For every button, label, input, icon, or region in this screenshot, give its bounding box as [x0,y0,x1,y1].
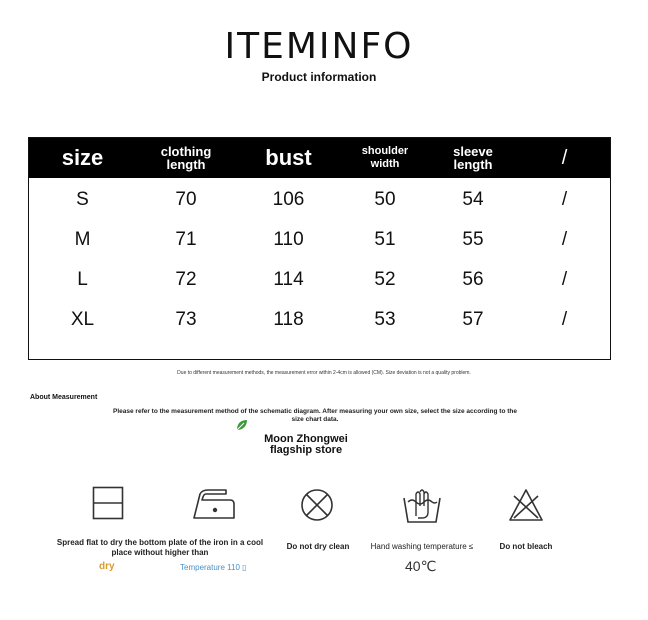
table-cell: 73 [175,309,197,330]
column-header-shoulder-width [341,145,429,171]
table-cell: 114 [273,269,304,290]
column-header-bust: bust [265,145,312,170]
column-header-line: width [370,158,400,170]
no-bleach-icon [508,488,544,522]
table-cell: 54 [462,189,484,210]
table-cell: S [76,189,89,210]
hand-wash-icon [402,488,442,524]
store-name-line: Moon Zhongwei [264,433,348,445]
table-cell: 53 [374,309,396,330]
table-cell: 50 [374,189,396,210]
store-name-line: flagship store [269,444,343,456]
table-cell: 56 [462,269,484,290]
care-label-no-bleach: Do not bleach [499,542,553,551]
page-subtitle: Product information [261,70,377,84]
table-cell: 55 [462,229,484,250]
table-row [29,180,610,220]
table-cell: L [77,269,88,290]
table-cell: / [561,309,568,330]
care-label-no-dry-clean: Do not dry clean [286,542,350,551]
iron-temperature-label: Temperature 110 ▯ [180,563,247,572]
table-cell: XL [70,309,95,330]
column-header-slash: / [561,146,568,169]
table-cell: 106 [272,189,305,210]
table-cell: 72 [175,269,197,290]
care-label-flat-dry: Spread flat to dry the bottom plate of the iron in a cool place without higher than [56,538,264,557]
column-header-line: clothing [160,144,212,159]
column-header-line: sleeve [453,144,493,159]
table-cell: 71 [175,229,197,250]
table-row [29,220,610,260]
table-cell: / [561,189,568,210]
column-header-line: length [166,157,206,172]
dry-label: dry [99,561,115,572]
page-title: ITEMINFO [224,26,414,67]
measurement-note: Due to different measurement methods, the measurement error within 2-4cm is allowed (CM). Size deviation is not a quality problem. [177,370,471,376]
about-measurement-heading: About Measurement [30,394,98,401]
table-cell: 110 [273,229,304,250]
table-cell: 51 [374,229,396,250]
column-header-clothing-length [136,145,236,171]
flat-dry-icon [92,486,124,520]
table-cell: 52 [374,269,396,290]
leaf-icon [235,418,249,432]
column-header-line: length [453,157,493,172]
column-header-sleeve-length [429,145,517,171]
table-cell: / [561,269,568,290]
table-row [29,300,610,340]
table-cell: / [561,229,568,250]
iron-icon [190,488,236,520]
column-header-line: shoulder [361,145,409,157]
wash-temperature-value: 40℃ [405,558,437,574]
table-row [29,260,610,300]
table-cell: 118 [273,309,304,330]
measurement-instructions: Please refer to the measurement method of the schematic diagram. After measuring your own size, select the size according to the size chart data. [113,408,517,423]
table-cell: 57 [462,309,484,330]
store-name [236,434,376,456]
no-dry-clean-icon [300,488,334,522]
table-cell: 70 [175,189,197,210]
table-cell: M [74,229,91,250]
care-label-hand-wash: Hand washing temperature ≤ [370,542,474,551]
column-header-size: size [61,145,104,170]
size-table-header [29,138,610,178]
size-table [28,137,611,360]
